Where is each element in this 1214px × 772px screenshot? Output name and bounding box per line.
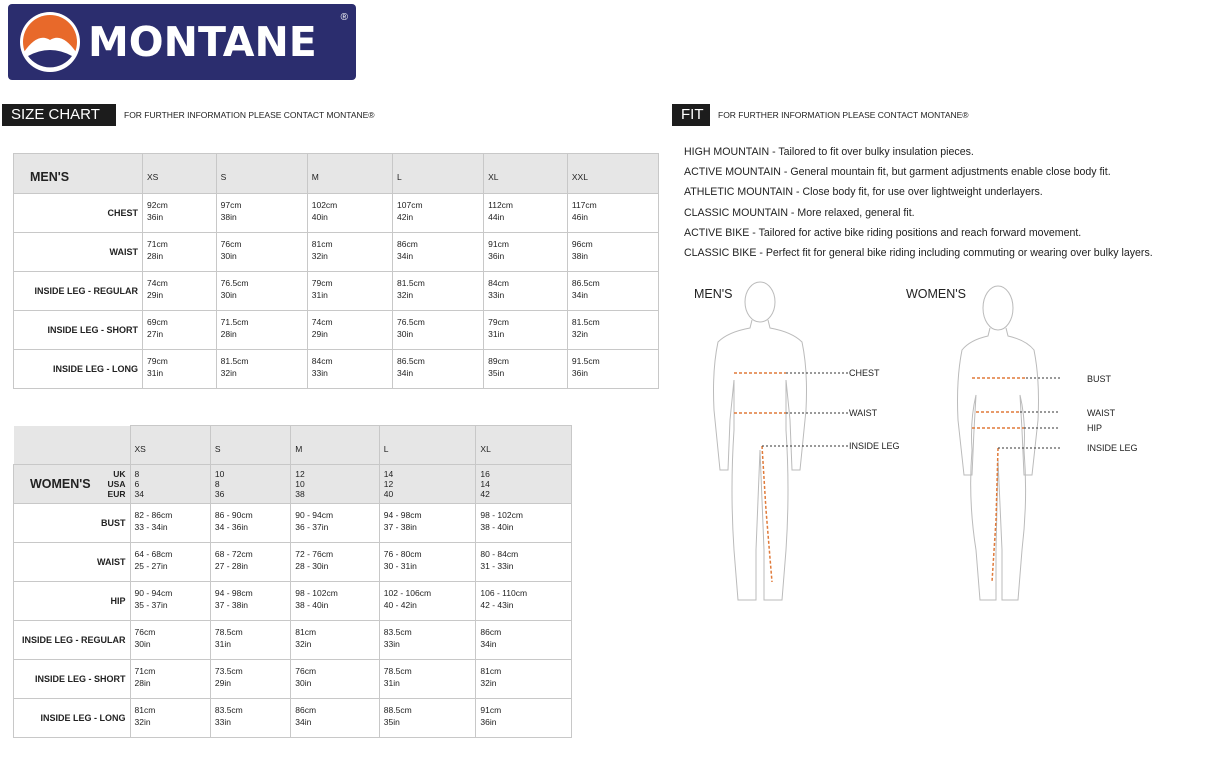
region-value: 40 [383,489,394,499]
metric-value: 80 - 84cm [480,549,519,559]
imperial-value: 29in [214,678,231,688]
womens-header-spacer [14,426,131,465]
metric-value: 74cm [147,278,168,288]
row-label: CHEST [14,194,143,233]
size-header: XL [476,426,572,465]
size-cell [291,543,380,582]
region-value: 38 [295,489,305,499]
imperial-value: 40 - 42in [383,600,417,610]
region-values-cell [210,465,290,504]
size-cell [291,699,380,738]
size-cell [393,233,484,272]
row-label: INSIDE LEG - REGULAR [14,621,131,660]
size-cell [307,194,392,233]
size-header: XS [130,426,210,465]
size-cell [476,504,572,543]
metric-value: 102 - 106cm [383,588,432,598]
table-row [14,272,659,311]
size-cell [210,504,290,543]
size-cell [379,660,476,699]
metric-value: 94 - 98cm [383,510,422,520]
imperial-value: 38 - 40in [295,600,329,610]
metric-value: 91cm [480,705,502,715]
mens-figure-label: MEN'S [694,287,733,301]
size-cell [567,194,658,233]
metric-value: 94 - 98cm [214,588,253,598]
imperial-value: 34in [571,290,588,300]
metric-value: 81cm [134,705,156,715]
imperial-value: 32in [134,717,151,727]
table-row [14,350,659,389]
metric-value: 92cm [147,200,168,210]
metric-value: 84cm [311,356,333,366]
size-cell [476,543,572,582]
fit-note: FOR FURTHER INFORMATION PLEASE CONTACT MONTANE® [718,110,969,120]
table-row [14,543,572,582]
region-labels [108,469,126,499]
row-label: INSIDE LEG - LONG [14,699,131,738]
fit-description: ATHLETIC MOUNTAIN - Close body fit, for use over lightweight underlayers. [684,186,1043,199]
fit-descriptions [684,142,1153,263]
metric-value: 76cm [295,666,317,676]
size-cell [130,621,210,660]
mens-body-outline [714,282,807,600]
region-value: 6 [134,479,140,489]
row-label: WAIST [14,233,143,272]
row-label: INSIDE LEG - SHORT [14,311,143,350]
metric-value: 107cm [397,200,423,210]
imperial-value: 33in [383,639,400,649]
metric-value: 106 - 110cm [480,588,528,598]
region-label: EUR [107,489,126,499]
imperial-value: 32in [397,290,414,300]
size-cell [210,660,290,699]
metric-value: 72 - 76cm [295,549,334,559]
table-row [14,504,572,543]
fit-header [672,104,969,126]
region-values-cell [379,465,476,504]
imperial-value: 33 - 34in [134,522,168,532]
size-cell [216,194,307,233]
imperial-value: 37 - 38in [383,522,417,532]
size-cell [216,272,307,311]
size-cell [130,660,210,699]
fit-description: CLASSIC MOUNTAIN - More relaxed, general fit. [684,206,915,219]
imperial-value: 32in [220,368,237,378]
table-row [14,660,572,699]
region-value: 36 [214,489,225,499]
imperial-value: 31in [214,639,231,649]
size-cell [379,621,476,660]
metric-value: 81cm [480,666,502,676]
size-cell [130,543,210,582]
metric-value: 81.5cm [397,278,425,288]
imperial-value: 35 - 37in [134,600,168,610]
metric-value: 102cm [311,200,338,210]
imperial-value: 34in [397,251,414,261]
imperial-value: 36in [480,717,497,727]
size-cell [484,311,568,350]
womens-size-table [13,425,572,738]
imperial-value: 36 - 37in [295,522,329,532]
imperial-value: 31 - 33in [480,561,514,571]
region-value: 14 [383,469,394,479]
fit-description: HIGH MOUNTAIN - Tailored to fit over bulky insulation pieces. [684,146,974,158]
size-cell [379,543,476,582]
metric-value: 91.5cm [571,356,600,366]
metric-value: 81cm [311,239,333,249]
imperial-value: 40in [311,212,328,222]
registered-mark: ® [340,12,348,23]
metric-value: 76 - 80cm [383,549,422,559]
size-cell [476,621,572,660]
metric-value: 96cm [571,239,593,249]
size-cell [476,699,572,738]
size-cell [484,272,568,311]
metric-value: 82 - 86cm [134,510,173,520]
metric-value: 68 - 72cm [214,549,253,559]
imperial-value: 36in [488,251,505,261]
table-row [14,582,572,621]
size-cell [307,272,392,311]
imperial-value: 37 - 38in [214,600,248,610]
imperial-value: 35in [383,717,400,727]
metric-value: 86cm [295,705,317,715]
metric-value: 78.5cm [214,627,243,637]
size-cell [291,621,380,660]
imperial-value: 28in [134,678,151,688]
mens-anno-inside-leg: INSIDE LEG [849,441,900,451]
womens-body-outline [958,286,1039,600]
imperial-value: 34in [397,368,414,378]
womens-anno-inside-leg: INSIDE LEG [1087,443,1138,453]
imperial-value: 38in [571,251,588,261]
size-cell [379,504,476,543]
metric-value: 86.5cm [571,278,600,288]
metric-value: 91cm [488,239,509,249]
mens-measure-lines [734,373,848,582]
size-cell [216,350,307,389]
womens-measure-lines [972,378,1060,582]
imperial-value: 33in [214,717,231,727]
region-value: 10 [214,469,225,479]
metric-value: 76.5cm [220,278,249,288]
size-cell [484,194,568,233]
region-values-cell [291,465,380,504]
metric-value: 76cm [220,239,242,249]
metric-value: 71.5cm [220,317,249,327]
region-value: 14 [480,479,490,489]
row-label: INSIDE LEG - LONG [14,350,143,389]
metric-value: 73.5cm [214,666,243,676]
size-cell [143,350,217,389]
metric-value: 90 - 94cm [134,588,173,598]
row-label: BUST [14,504,131,543]
imperial-value: 33in [311,368,328,378]
size-header: XXL [567,154,658,194]
region-label: USA [107,479,126,489]
metric-value: 81.5cm [220,356,249,366]
row-label: HIP [14,582,131,621]
row-label: INSIDE LEG - SHORT [14,660,131,699]
region-values-cell [476,465,572,504]
size-cell [484,233,568,272]
metric-value: 79cm [147,356,168,366]
imperial-value: 30in [134,639,151,649]
size-cell [143,272,217,311]
region-value: 8 [214,479,220,489]
metric-value: 112cm [488,200,514,210]
size-cell [393,350,484,389]
womens-title: WOMEN'S [30,477,91,491]
mens-size-table [13,153,659,389]
imperial-value: 44in [488,212,505,222]
size-cell [307,311,392,350]
size-cell [143,311,217,350]
imperial-value: 32in [311,251,328,261]
mens-anno-chest: CHEST [849,368,880,378]
size-chart-tag: SIZE CHART [2,104,116,126]
metric-value: 86cm [397,239,418,249]
mens-title: MEN'S [14,154,143,194]
size-cell [567,272,658,311]
montane-logo [8,4,356,80]
table-row [14,194,659,233]
size-cell [210,582,290,621]
imperial-value: 30 - 31in [383,561,417,571]
size-cell [567,233,658,272]
body-measurement-figures [700,270,1060,610]
imperial-value: 28in [147,251,164,261]
metric-value: 84cm [488,278,509,288]
metric-value: 98 - 102cm [480,510,523,520]
region-value: 42 [480,489,490,499]
region-value: 8 [134,469,140,479]
size-cell [216,233,307,272]
size-header: M [307,154,392,194]
size-cell [476,660,572,699]
imperial-value: 30in [397,329,414,339]
metric-value: 86cm [480,627,502,637]
size-header: S [216,154,307,194]
size-cell [130,582,210,621]
size-cell [216,311,307,350]
womens-anno-waist: WAIST [1087,408,1116,418]
size-cell [210,543,290,582]
imperial-value: 27 - 28in [214,561,248,571]
metric-value: 88.5cm [383,705,412,715]
region-value: 12 [295,469,305,479]
size-cell [210,699,290,738]
fit-description: ACTIVE BIKE - Tailored for active bike riding positions and reach forward movement. [684,226,1082,239]
imperial-value: 29in [147,290,164,300]
imperial-value: 30in [220,290,237,300]
size-cell [143,233,217,272]
imperial-value: 36in [571,368,588,378]
size-cell [210,621,290,660]
metric-value: 76cm [134,627,156,637]
region-values-cell [130,465,210,504]
metric-value: 71cm [147,239,168,249]
mens-anno-waist: WAIST [849,408,878,418]
metric-value: 89cm [488,356,509,366]
fit-description: ACTIVE MOUNTAIN - General mountain fit, but garment adjustments enable close body fit. [684,166,1111,179]
imperial-value: 32in [295,639,312,649]
mountain-logo-icon [18,10,82,74]
imperial-value: 46in [571,212,588,222]
metric-value: 79cm [488,317,509,327]
table-row [14,233,659,272]
size-chart-note: FOR FURTHER INFORMATION PLEASE CONTACT MONTANE® [124,110,375,120]
size-cell [291,504,380,543]
region-label-wrap [18,469,126,499]
womens-anno-bust: BUST [1087,374,1112,384]
size-cell [567,311,658,350]
imperial-value: 31in [311,290,328,300]
size-cell [291,582,380,621]
size-cell [379,699,476,738]
imperial-value: 42 - 43in [480,600,514,610]
imperial-value: 38in [220,212,237,222]
imperial-value: 31in [383,678,400,688]
imperial-value: 30in [220,251,237,261]
imperial-value: 30in [295,678,312,688]
size-cell [476,582,572,621]
size-cell [307,233,392,272]
metric-value: 83.5cm [214,705,243,715]
size-cell [567,350,658,389]
size-cell [393,272,484,311]
size-cell [393,194,484,233]
size-header: L [379,426,476,465]
brand-name: MONTANE [88,18,317,66]
region-label: UK [113,469,126,479]
imperial-value: 27in [147,329,164,339]
metric-value: 81cm [295,627,317,637]
size-header: S [210,426,290,465]
womens-figure-label: WOMEN'S [906,287,967,301]
imperial-value: 42in [397,212,414,222]
imperial-value: 29in [311,329,328,339]
metric-value: 78.5cm [383,666,412,676]
region-label-cell [14,465,131,504]
womens-anno-hip: HIP [1087,423,1103,433]
size-cell [393,311,484,350]
imperial-value: 38 - 40in [480,522,514,532]
metric-value: 79cm [311,278,333,288]
imperial-value: 33in [488,290,505,300]
metric-value: 83.5cm [383,627,412,637]
size-header: L [393,154,484,194]
size-cell [291,660,380,699]
region-value: 16 [480,469,490,479]
size-header: XL [484,154,568,194]
region-value: 10 [295,479,305,489]
region-value: 12 [383,479,394,489]
metric-value: 90 - 94cm [295,510,334,520]
imperial-value: 32in [480,678,497,688]
imperial-value: 36in [147,212,164,222]
imperial-value: 31in [147,368,164,378]
imperial-value: 25 - 27in [134,561,168,571]
fit-tag: FIT [672,104,710,126]
table-row [14,465,572,504]
imperial-value: 31in [488,329,505,339]
metric-value: 86 - 90cm [214,510,253,520]
size-cell [484,350,568,389]
imperial-value: 28in [220,329,237,339]
size-header: M [291,426,380,465]
metric-value: 76.5cm [397,317,425,327]
imperial-value: 35in [488,368,505,378]
metric-value: 98 - 102cm [295,588,338,598]
table-row [14,621,572,660]
imperial-value: 34 - 36in [214,522,248,532]
size-cell [379,582,476,621]
imperial-value: 32in [571,329,588,339]
metric-value: 74cm [311,317,333,327]
metric-value: 64 - 68cm [134,549,173,559]
table-row [14,311,659,350]
row-label: WAIST [14,543,131,582]
size-cell [307,350,392,389]
imperial-value: 34in [480,639,497,649]
size-cell [130,504,210,543]
size-cell [130,699,210,738]
size-cell [143,194,217,233]
metric-value: 81.5cm [571,317,600,327]
metric-value: 71cm [134,666,156,676]
region-value: 34 [134,489,144,499]
size-chart-header [2,104,375,126]
row-label: INSIDE LEG - REGULAR [14,272,143,311]
metric-value: 117cm [571,200,597,210]
metric-value: 97cm [220,200,242,210]
metric-value: 69cm [147,317,168,327]
fit-description: CLASSIC BIKE - Perfect fit for general bike riding including commuting or wearing over bulky layers. [684,247,1153,260]
table-row [14,699,572,738]
imperial-value: 28 - 30in [295,561,329,571]
size-header: XS [143,154,217,194]
metric-value: 86.5cm [397,356,425,366]
imperial-value: 34in [295,717,312,727]
